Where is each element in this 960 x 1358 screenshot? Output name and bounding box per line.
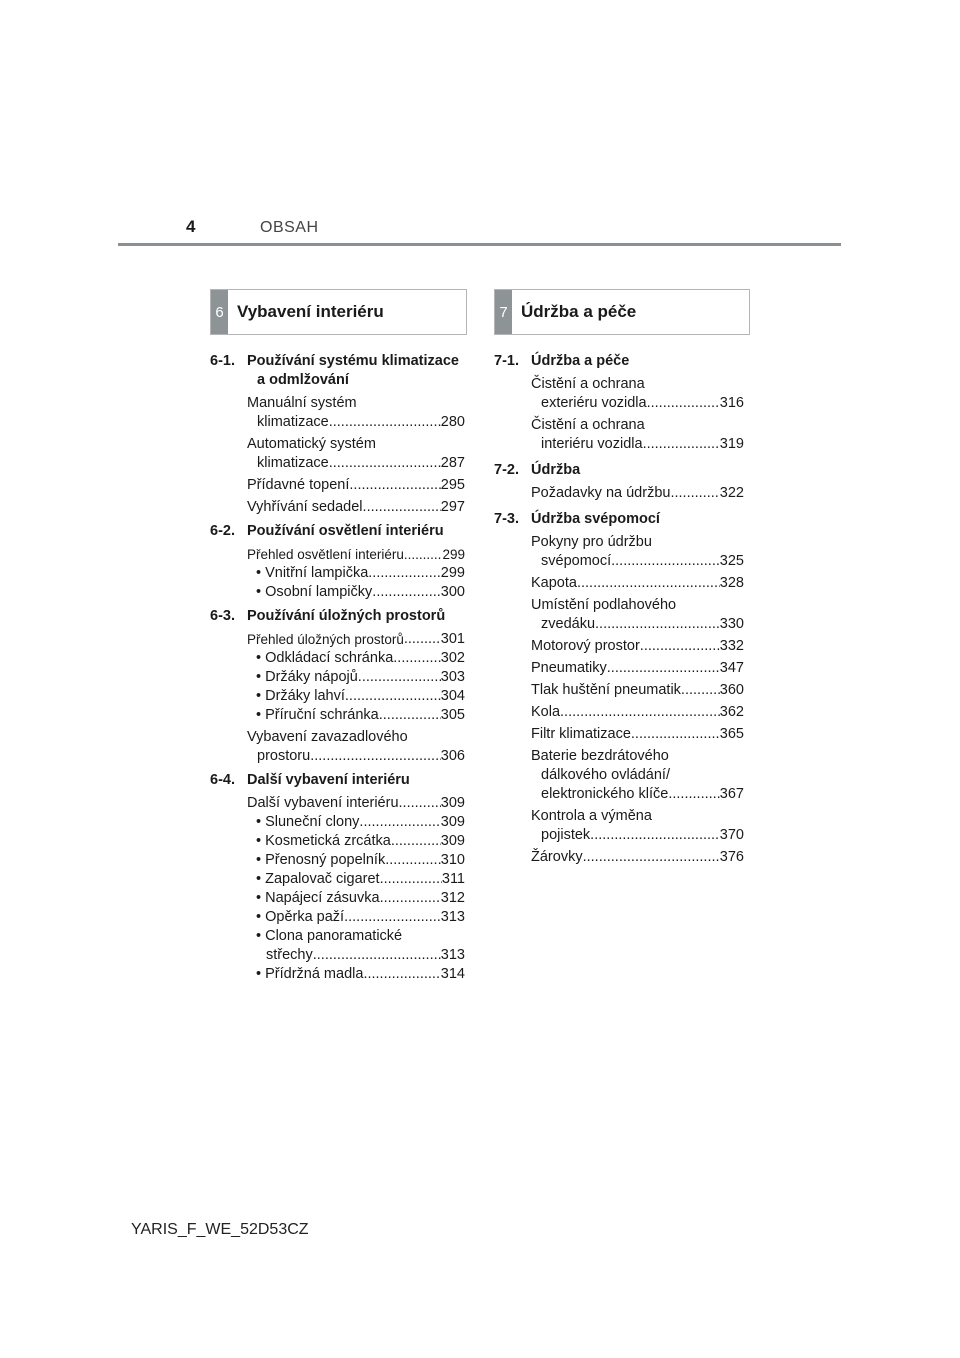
toc-entry[interactable]: [247, 435, 465, 473]
entry-title: Vybavení zavazadlového: [247, 729, 408, 745]
toc-subentry[interactable]: [247, 813, 465, 832]
group-number: 7-2.: [494, 462, 519, 478]
page-ref: 347: [719, 660, 744, 676]
toc-subentry[interactable]: [247, 583, 465, 602]
entry-title: Vyhřívání sedadel: [247, 499, 363, 515]
page-ref: 362: [719, 704, 744, 720]
subentry-title: • Kosmetická zrcátka: [256, 833, 391, 849]
page-ref: 314: [440, 966, 465, 982]
page-ref: 301: [440, 631, 465, 647]
toc-subentry[interactable]: [247, 870, 465, 889]
toc-subentry[interactable]: [247, 927, 465, 965]
toc-entry[interactable]: [531, 681, 744, 700]
group-title-cont: a odmlžování: [257, 372, 349, 388]
toc-column-right: [494, 352, 744, 867]
page-ref: 280: [440, 414, 465, 430]
group-title: Údržba: [531, 462, 581, 478]
page-ref: 313: [440, 947, 465, 963]
page-ref: 312: [440, 890, 465, 906]
subentry-title: • Clona panoramatické: [256, 928, 403, 944]
entry-title: Kapota: [531, 575, 577, 591]
toc-subentry[interactable]: [247, 851, 465, 870]
subentry-title: • Opěrka paží: [256, 909, 345, 925]
subentry-title: • Napájecí zásuvka: [256, 890, 380, 906]
page-ref: 367: [719, 786, 744, 802]
entry-title: Kola: [531, 704, 561, 720]
page-ref: 299: [440, 565, 465, 581]
toc-column-left: [210, 352, 465, 984]
toc-entry[interactable]: [531, 533, 744, 571]
section-6-header[interactable]: [210, 289, 467, 335]
group-title: Další vybavení interiéru: [247, 772, 410, 788]
toc-entry[interactable]: [531, 848, 744, 867]
toc-entry[interactable]: [247, 476, 465, 495]
entry-title-cont: zvedáku: [541, 616, 596, 632]
toc-entry[interactable]: [531, 574, 744, 593]
entry-title: Požadavky na údržbu: [531, 485, 671, 501]
toc-entry[interactable]: [531, 416, 744, 454]
entry-title: Přídavné topení: [247, 477, 350, 493]
page-ref: 306: [440, 748, 465, 764]
entry-title-cont: pojistek: [541, 827, 591, 843]
toc-subentry[interactable]: [247, 687, 465, 706]
toc-group-7-3[interactable]: [494, 510, 744, 529]
toc-group-7-1[interactable]: [494, 352, 744, 371]
group-number: 7-3.: [494, 511, 519, 527]
entry-title: Manuální systém: [247, 395, 357, 411]
toc-subentry[interactable]: [247, 649, 465, 668]
page-ref: 325: [719, 553, 744, 569]
toc-subentry[interactable]: [247, 668, 465, 687]
subentry-title: • Osobní lampičky: [256, 584, 373, 600]
page-ref: 295: [440, 477, 465, 493]
page-ref: 311: [441, 871, 465, 887]
page-ref: 328: [719, 575, 744, 591]
toc-entry[interactable]: [247, 630, 465, 649]
subentry-title: • Zapalovač cigaret: [256, 871, 380, 887]
group-title: Používání systému klimatizace: [247, 353, 459, 369]
entry-title: Automatický systém: [247, 436, 376, 452]
page-ref: 313: [440, 909, 465, 925]
page-ref: 310: [440, 852, 465, 868]
page-ref: 309: [440, 814, 465, 830]
toc-entry[interactable]: [247, 394, 465, 432]
entry-title: Umístění podlahového: [531, 597, 677, 613]
page-ref: 376: [719, 849, 744, 865]
entry-title: Další vybavení interiéru: [247, 795, 399, 811]
entry-title: Filtr klimatizace: [531, 726, 631, 742]
toc-subentry[interactable]: [247, 965, 465, 984]
document-code: YARIS_F_WE_52D53CZ: [131, 1221, 309, 1238]
subentry-title: • Příruční schránka: [256, 707, 379, 723]
subentry-title: • Odkládací schránka: [256, 650, 394, 666]
page-ref: 360: [719, 682, 744, 698]
toc-entry[interactable]: [247, 794, 465, 813]
toc-group-6-3[interactable]: [210, 607, 465, 626]
entry-title-cont: klimatizace: [257, 455, 329, 471]
page-ref: 302: [440, 650, 465, 666]
group-title: Používání úložných prostorů: [247, 608, 446, 624]
entry-title: Pneumatiky: [531, 660, 607, 676]
entry-title-cont: elektronického klíče: [541, 786, 669, 802]
entry-title-cont: interiéru vozidla: [541, 436, 643, 452]
section-number: 7: [495, 290, 512, 334]
subentry-title: • Přídržná madla: [256, 966, 364, 982]
toc-group-7-2[interactable]: [494, 461, 744, 480]
page-ref: 330: [719, 616, 744, 632]
toc-entry[interactable]: [531, 807, 744, 845]
group-number: 6-3.: [210, 608, 235, 624]
toc-subentry[interactable]: [247, 564, 465, 583]
entry-title: Tlak huštění pneumatik: [531, 682, 681, 698]
toc-entry[interactable]: [531, 375, 744, 413]
page-ref: 370: [719, 827, 744, 843]
toc-entry[interactable]: [531, 725, 744, 744]
page-ref: 297: [440, 499, 465, 515]
entry-title: Čistění a ochrana: [531, 376, 645, 392]
entry-title: Čistění a ochrana: [531, 417, 645, 433]
entry-title: Žárovky: [531, 849, 583, 865]
entry-title-cont: klimatizace: [257, 414, 329, 430]
toc-group-6-1[interactable]: [210, 352, 465, 390]
subentry-title: • Sluneční clony: [256, 814, 360, 830]
page-ref: 322: [719, 485, 744, 501]
toc-subentry[interactable]: [247, 908, 465, 927]
page-ref: 287: [440, 455, 465, 471]
toc-group-6-4[interactable]: [210, 771, 465, 790]
section-title: Vybavení interiéru: [237, 302, 384, 321]
toc-entry[interactable]: [531, 637, 744, 656]
entry-title: Baterie bezdrátového: [531, 748, 669, 764]
section-7-header[interactable]: [494, 289, 750, 335]
page-ref: 319: [719, 436, 744, 452]
page-ref: 309: [440, 795, 465, 811]
page-title: OBSAH: [260, 219, 319, 236]
entry-title-cont: svépomocí: [541, 553, 612, 569]
toc-entry[interactable]: [531, 659, 744, 678]
toc-subentry[interactable]: [247, 832, 465, 851]
entry-title: Přehled úložných prostorů: [247, 632, 404, 647]
page-ref: 316: [719, 395, 744, 411]
entry-title: Kontrola a výměna: [531, 808, 652, 824]
section-number: 6: [211, 290, 228, 334]
subentry-title-cont: střechy: [266, 947, 313, 963]
page-ref: 300: [440, 584, 465, 600]
header-rule: [118, 243, 841, 246]
toc-entry[interactable]: [531, 596, 744, 634]
subentry-title: • Držáky lahví: [256, 688, 345, 704]
entry-title-cont: dálkového ovládání/: [541, 767, 670, 783]
toc-entry[interactable]: [247, 728, 465, 766]
toc-entry[interactable]: [247, 545, 465, 564]
toc-entry[interactable]: [247, 498, 465, 517]
group-number: 6-4.: [210, 772, 235, 788]
toc-entry[interactable]: [531, 484, 744, 503]
section-title: Údržba a péče: [521, 302, 637, 321]
group-title: Údržba svépomocí: [531, 511, 660, 527]
page-ref: 299: [442, 547, 465, 562]
page-ref: 305: [440, 707, 465, 723]
group-title: Údržba a péče: [531, 353, 630, 369]
page-ref: 303: [440, 669, 465, 685]
page-ref: 365: [719, 726, 744, 742]
subentry-title: • Přenosný popelník: [256, 852, 386, 868]
group-number: 7-1.: [494, 353, 519, 369]
entry-title: Přehled osvětlení interiéru: [247, 547, 404, 562]
page-ref: 332: [719, 638, 744, 654]
entry-title-cont: prostoru: [257, 748, 311, 764]
group-number: 6-1.: [210, 353, 235, 369]
page-number: 4: [186, 217, 196, 236]
group-number: 6-2.: [210, 523, 235, 539]
page-ref: 309: [440, 833, 465, 849]
toc-subentry[interactable]: [247, 889, 465, 908]
toc-group-6-2[interactable]: [210, 522, 465, 541]
entry-title: Motorový prostor: [531, 638, 640, 654]
toc-entry[interactable]: [531, 747, 744, 804]
group-title: Používání osvětlení interiéru: [247, 523, 444, 539]
entry-title: Pokyny pro údržbu: [531, 534, 652, 550]
page-ref: 304: [440, 688, 465, 704]
toc-subentry[interactable]: [247, 706, 465, 725]
toc-entry[interactable]: [531, 703, 744, 722]
subentry-title: • Držáky nápojů: [256, 669, 358, 685]
entry-title-cont: exteriéru vozidla: [541, 395, 647, 411]
subentry-title: • Vnitřní lampička: [256, 565, 369, 581]
